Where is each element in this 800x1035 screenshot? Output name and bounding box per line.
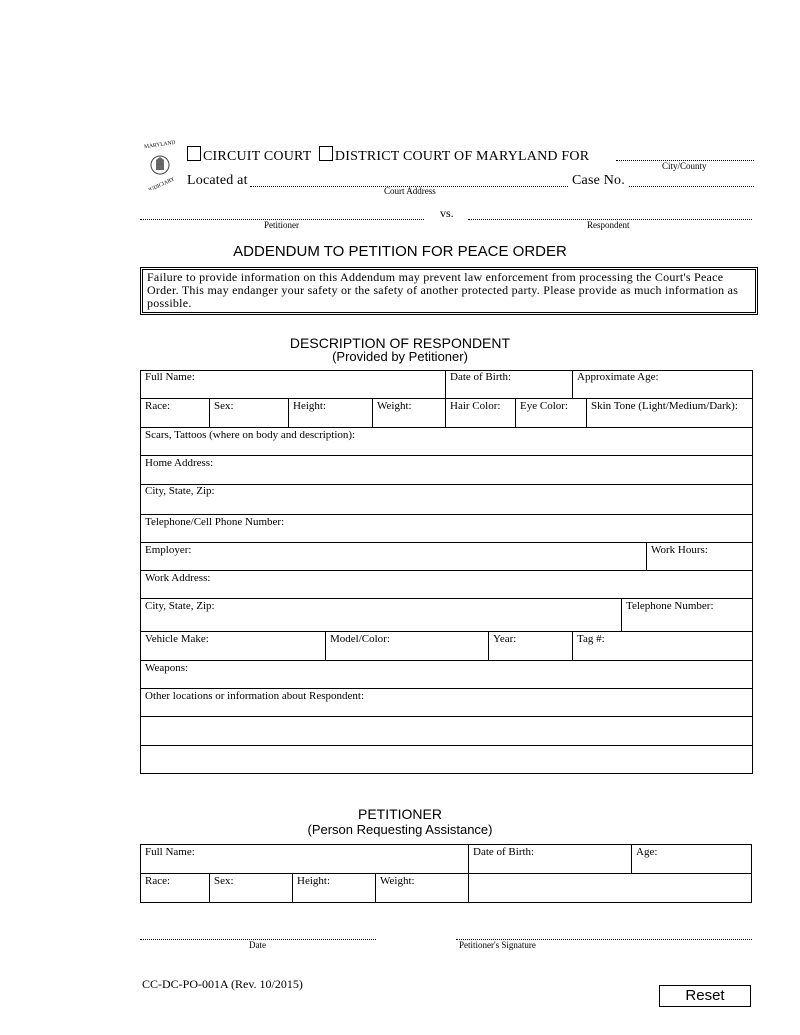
petitioner-dob-field[interactable]	[469, 845, 631, 873]
court-selection-line	[187, 146, 589, 165]
respondent-year-field[interactable]	[489, 632, 572, 660]
petitioner-height-field[interactable]	[293, 874, 375, 902]
respondent-other-info-label: Other locations or information about Respondent:	[145, 690, 365, 702]
respondent-phone-field[interactable]	[141, 515, 752, 542]
respondent-hair-color-field[interactable]	[446, 399, 515, 427]
respondent-home-address-label: Home Address:	[145, 457, 214, 469]
petitioner-section-title: PETITIONER	[357, 806, 442, 822]
respondent-work-address-field[interactable]	[141, 571, 752, 598]
petitioner-dob-label: Date of Birth:	[473, 846, 535, 858]
respondent-telephone-number-label: Telephone Number:	[626, 600, 714, 612]
petitioner-weight-field[interactable]	[376, 874, 468, 902]
seal-icon	[138, 140, 186, 190]
respondent-model-color-field[interactable]	[326, 632, 488, 660]
form-number: CC-DC-PO-001A (Rev. 10/2015)	[142, 977, 303, 991]
respondent-race-field[interactable]	[141, 399, 209, 427]
respondent-employer-field[interactable]	[141, 543, 646, 570]
date-caption: Date	[249, 940, 266, 950]
respondent-height-label: Height:	[293, 400, 326, 412]
respondent-weapons-label: Weapons:	[145, 662, 189, 674]
petitioner-race-label: Race:	[145, 875, 171, 887]
petitioner-full-name-field[interactable]	[141, 845, 468, 873]
respondent-skin-tone-field[interactable]	[587, 399, 752, 427]
respondent-hair-color-label: Hair Color:	[450, 400, 501, 412]
respondent-eye-color-field[interactable]	[516, 399, 586, 427]
date-field[interactable]	[140, 930, 376, 940]
district-court-checkbox[interactable]	[319, 146, 333, 161]
petitioner-weight-label: Weight:	[380, 875, 415, 887]
located-at-label: Located at	[187, 173, 248, 188]
svg-text:MARYLAND: MARYLAND	[143, 140, 176, 151]
petitioner-full-name-label: Full Name:	[145, 846, 195, 858]
respondent-other-info-field[interactable]	[141, 689, 752, 716]
notice-box: Failure to provide information on this Addendum may prevent law enforcement from processing the Court's Peace Order. This may endanger your safety or the safety of another protected party. Please provide as much information as possible.	[140, 267, 758, 315]
petitioner-race-field[interactable]	[141, 874, 209, 902]
respondent-age-label: Approximate Age:	[577, 371, 659, 383]
petitioner-age-field[interactable]	[632, 845, 751, 873]
respondent-skin-tone-label: Skin Tone (Light/Medium/Dark):	[591, 400, 738, 412]
respondent-weapons-field[interactable]	[141, 661, 752, 688]
respondent-vehicle-make-field[interactable]	[141, 632, 325, 660]
case-no-field[interactable]	[629, 173, 754, 187]
petitioner-signature-caption: Petitioner's Signature	[459, 940, 536, 950]
petitioner-signature-field[interactable]	[456, 930, 752, 940]
circuit-court-checkbox[interactable]	[187, 146, 201, 161]
respondent-other-info-line-2[interactable]	[141, 717, 752, 745]
respondent-dob-field[interactable]	[446, 370, 572, 398]
court-address-field[interactable]	[250, 173, 568, 187]
respondent-weight-label: Weight:	[377, 400, 412, 412]
respondent-employer-label: Employer:	[145, 544, 192, 556]
respondent-model-color-label: Model/Color:	[330, 633, 390, 645]
maryland-judiciary-seal	[138, 140, 186, 190]
petitioner-age-label: Age:	[636, 846, 658, 858]
petitioner-section-subtitle: (Person Requesting Assistance)	[307, 822, 493, 837]
district-court-label: DISTRICT COURT OF MARYLAND FOR	[334, 149, 590, 164]
respondent-work-hours-label: Work Hours:	[651, 544, 708, 556]
respondent-telephone-number-field[interactable]	[622, 599, 752, 631]
petitioner-name-field[interactable]	[140, 206, 424, 220]
respondent-work-city-state-zip-field[interactable]	[141, 599, 621, 631]
respondent-scars-field[interactable]	[141, 428, 752, 455]
respondent-height-field[interactable]	[289, 399, 372, 427]
respondent-age-field[interactable]	[573, 370, 751, 398]
respondent-full-name-label: Full Name:	[145, 371, 195, 383]
respondent-race-label: Race:	[145, 400, 171, 412]
respondent-dob-label: Date of Birth:	[450, 371, 512, 383]
respondent-eye-color-label: Eye Color:	[520, 400, 568, 412]
respondent-work-address-label: Work Address:	[145, 572, 211, 584]
respondent-section-title: DESCRIPTION OF RESPONDENT	[289, 335, 511, 351]
respondent-other-info-line-3[interactable]	[141, 746, 752, 773]
respondent-sex-label: Sex:	[214, 400, 234, 412]
respondent-tag-field[interactable]	[573, 632, 752, 660]
petitioner-sex-label: Sex:	[214, 875, 234, 887]
respondent-home-address-field[interactable]	[141, 456, 752, 484]
respondent-work-hours-field[interactable]	[647, 543, 752, 570]
respondent-sex-field[interactable]	[210, 399, 288, 427]
vs-label: vs.	[440, 206, 454, 220]
respondent-full-name-field[interactable]	[141, 370, 445, 398]
circuit-court-label: CIRCUIT COURT	[203, 149, 312, 164]
respondent-scars-label: Scars, Tattoos (where on body and description):	[145, 429, 356, 441]
page-title: ADDENDUM TO PETITION FOR PEACE ORDER	[233, 243, 567, 260]
petitioner-extra-field[interactable]	[469, 874, 751, 902]
city-county-caption: City/County	[662, 161, 707, 171]
svg-text:JUDICIARY: JUDICIARY	[147, 176, 176, 190]
reset-button[interactable]: Reset	[659, 985, 751, 1007]
petitioner-sex-field[interactable]	[210, 874, 292, 902]
respondent-weight-field[interactable]	[373, 399, 445, 427]
respondent-phone-label: Telephone/Cell Phone Number:	[145, 516, 285, 528]
respondent-city-state-zip-field[interactable]	[141, 484, 752, 514]
respondent-caption: Respondent	[587, 220, 630, 230]
respondent-section-subtitle: (Provided by Petitioner)	[332, 349, 468, 364]
city-county-field[interactable]	[616, 146, 754, 161]
petitioner-height-label: Height:	[297, 875, 330, 887]
respondent-name-field[interactable]	[468, 206, 752, 220]
petitioner-caption: Petitioner	[264, 220, 299, 230]
case-no-label: Case No.	[572, 173, 625, 188]
respondent-vehicle-make-label: Vehicle Make:	[145, 633, 209, 645]
respondent-year-label: Year:	[493, 633, 517, 645]
respondent-work-city-state-zip-label: City, State, Zip:	[145, 600, 215, 612]
court-address-caption: Court Address	[384, 186, 436, 196]
respondent-tag-label: Tag #:	[577, 633, 605, 645]
respondent-city-state-zip-label: City, State, Zip:	[145, 485, 215, 497]
